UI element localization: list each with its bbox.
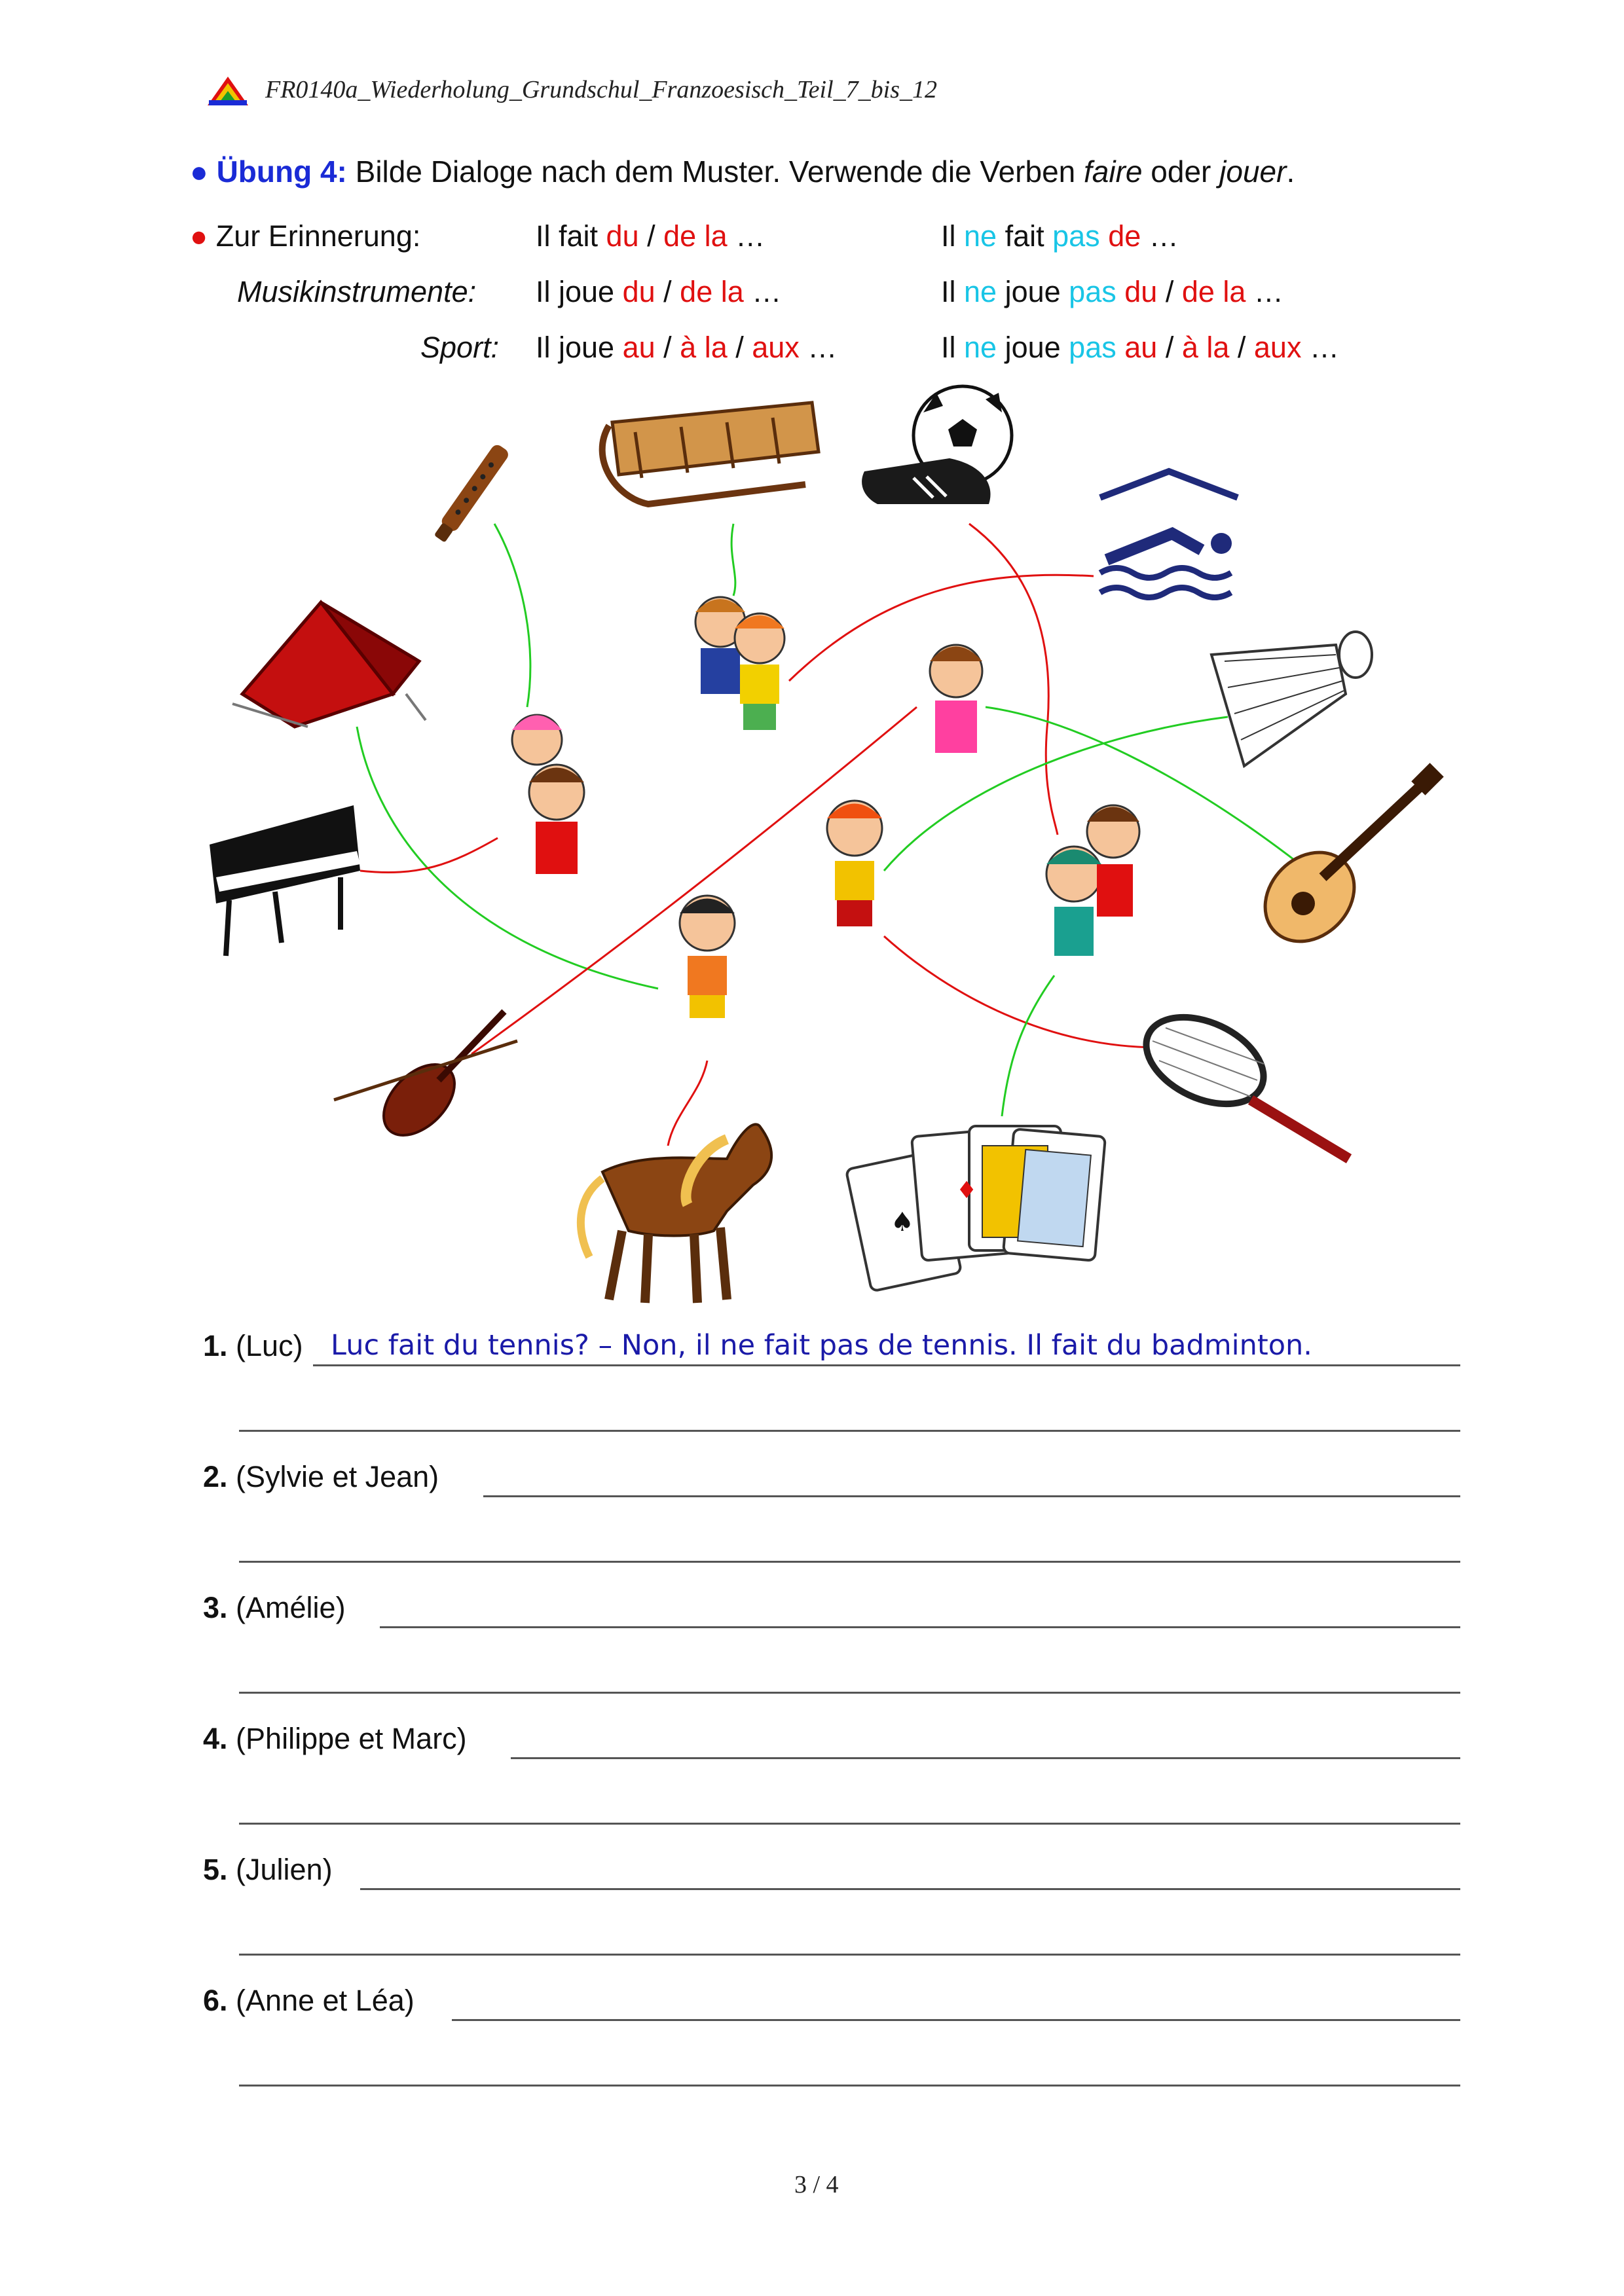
sep: / <box>727 331 752 364</box>
playing-cards-icon <box>846 1126 1105 1291</box>
task-text-or: oder <box>1142 155 1220 189</box>
child-boy-julien-icon <box>827 801 882 926</box>
bullet: ● <box>190 219 208 253</box>
tent-icon <box>232 602 426 727</box>
negation: ne <box>964 219 997 253</box>
verb-faire: faire <box>1084 155 1143 189</box>
page-number: 3 / 4 <box>794 2171 839 2198</box>
article: de la <box>680 275 744 308</box>
answer-line[interactable] <box>511 1757 1460 1759</box>
reminder-row1-label: Zur Erinnerung: <box>215 219 421 253</box>
exercise-5 <box>203 1853 333 1887</box>
task-text-end: . <box>1286 155 1295 189</box>
answer-line[interactable] <box>239 1561 1460 1563</box>
link-red <box>884 936 1159 1048</box>
exercise-1-answer[interactable]: Luc fait du tennis? – Non, il ne fait pas de tennis. Il fait du badminton. <box>331 1329 1312 1362</box>
text: Il <box>941 275 965 308</box>
answer-line <box>313 1364 1460 1366</box>
ellipsis: … <box>727 219 766 253</box>
negation: ne <box>964 331 997 364</box>
answer-line <box>239 1430 1460 1432</box>
verb-jouer: jouer <box>1219 155 1287 189</box>
exercise-name: (Anne et Léa) <box>236 1984 415 2017</box>
article: du <box>606 219 639 253</box>
children-pair-teal-icon <box>1046 805 1139 956</box>
children-luc-icon <box>695 597 784 730</box>
text: Il joue <box>536 331 623 364</box>
text: fait <box>997 219 1053 253</box>
exercise-name: (Sylvie et Jean) <box>236 1460 439 1493</box>
reminder-row3-label: Sport: <box>420 331 500 364</box>
exercise-number: 3. <box>203 1591 228 1624</box>
exercise-1 <box>203 1329 303 1363</box>
answer-line[interactable] <box>452 2019 1460 2021</box>
answer-line[interactable] <box>239 2085 1460 2086</box>
link-red <box>969 524 1058 835</box>
answer-line[interactable] <box>239 1823 1460 1825</box>
answer-line[interactable] <box>239 1954 1460 1956</box>
task-label: Übung 4: <box>216 155 347 189</box>
swimming-icon <box>1100 471 1238 598</box>
article: à la <box>1181 331 1230 364</box>
article: de <box>1108 219 1141 253</box>
bullet: ● <box>190 155 208 189</box>
negation: pas <box>1069 275 1116 308</box>
ellipsis: … <box>1141 219 1179 253</box>
article: de la <box>1181 275 1246 308</box>
article: de la <box>663 219 728 253</box>
exercise-number: 4. <box>203 1722 228 1755</box>
exercise-number: 2. <box>203 1460 228 1493</box>
exercise-number: 6. <box>203 1984 228 2017</box>
text: Il joue <box>536 275 623 308</box>
link-red <box>360 838 498 873</box>
exercise-name: (Philippe et Marc) <box>236 1722 467 1755</box>
ellipsis: … <box>799 331 838 364</box>
document-filename: FR0140a_Wiederholung_Grundschul_Franzoesisch_Teil_7_bis_12 <box>265 76 937 103</box>
text: Il <box>941 331 965 364</box>
svg-text:♠: ♠ <box>891 1207 914 1237</box>
exercise-name: (Amélie) <box>236 1591 346 1624</box>
article: au <box>1124 331 1158 364</box>
text: Il fait <box>536 219 606 253</box>
answer-line[interactable] <box>360 1888 1460 1890</box>
article: aux <box>752 331 800 364</box>
sep: / <box>655 275 680 308</box>
negation: ne <box>964 275 997 308</box>
ellipsis: … <box>1301 331 1339 364</box>
exercise-name: (Luc) <box>236 1329 303 1362</box>
sep: / <box>638 219 664 253</box>
football-icon <box>862 386 1012 504</box>
negation: pas <box>1069 331 1116 364</box>
text: Il <box>941 219 965 253</box>
children-girls-icon <box>512 715 584 874</box>
text: joue <box>997 275 1069 308</box>
recorder-icon <box>432 443 510 544</box>
article: du <box>622 275 655 308</box>
article: à la <box>680 331 728 364</box>
answer-line[interactable] <box>380 1626 1460 1628</box>
link-green <box>494 524 530 707</box>
negation: pas <box>1052 219 1100 253</box>
task-text: Bilde Dialoge nach dem Muster. Verwende die Verben <box>346 155 1084 189</box>
exercise-number: 1. <box>203 1329 228 1362</box>
ellipsis: … <box>1246 275 1283 308</box>
sep: / <box>1229 331 1254 364</box>
exercise-number: 5. <box>203 1853 228 1886</box>
link-green <box>1002 975 1054 1116</box>
sep: / <box>1157 275 1182 308</box>
article: du <box>1124 275 1158 308</box>
exercise-6 <box>203 1984 415 2018</box>
answer-line[interactable] <box>483 1495 1460 1497</box>
shuttlecock-icon <box>1211 632 1372 766</box>
article: au <box>622 331 655 364</box>
tennis-racket-icon <box>1132 1000 1349 1159</box>
link-green <box>731 524 735 596</box>
svg-text:♦: ♦ <box>956 1177 978 1204</box>
ellipsis: … <box>743 275 782 308</box>
reminder-row2-label: Musikinstrumente: <box>237 275 477 308</box>
guitar-icon <box>1247 763 1444 959</box>
violin-icon <box>334 1011 517 1148</box>
article: aux <box>1253 331 1302 364</box>
exercise-3 <box>203 1591 346 1625</box>
sep: / <box>1157 331 1182 364</box>
piano-icon <box>210 805 360 956</box>
exercise-name: (Julien) <box>236 1853 333 1886</box>
child-boy-orange-icon <box>680 896 735 1018</box>
exercise-4 <box>203 1722 467 1756</box>
horse-icon <box>581 1124 771 1303</box>
link-red <box>668 1061 707 1146</box>
child-girl-pink-icon <box>930 645 982 753</box>
sep: / <box>655 331 680 364</box>
exercise-2 <box>203 1460 439 1494</box>
text: joue <box>997 331 1069 364</box>
answer-line[interactable] <box>239 1692 1460 1694</box>
sled-icon <box>602 403 819 504</box>
